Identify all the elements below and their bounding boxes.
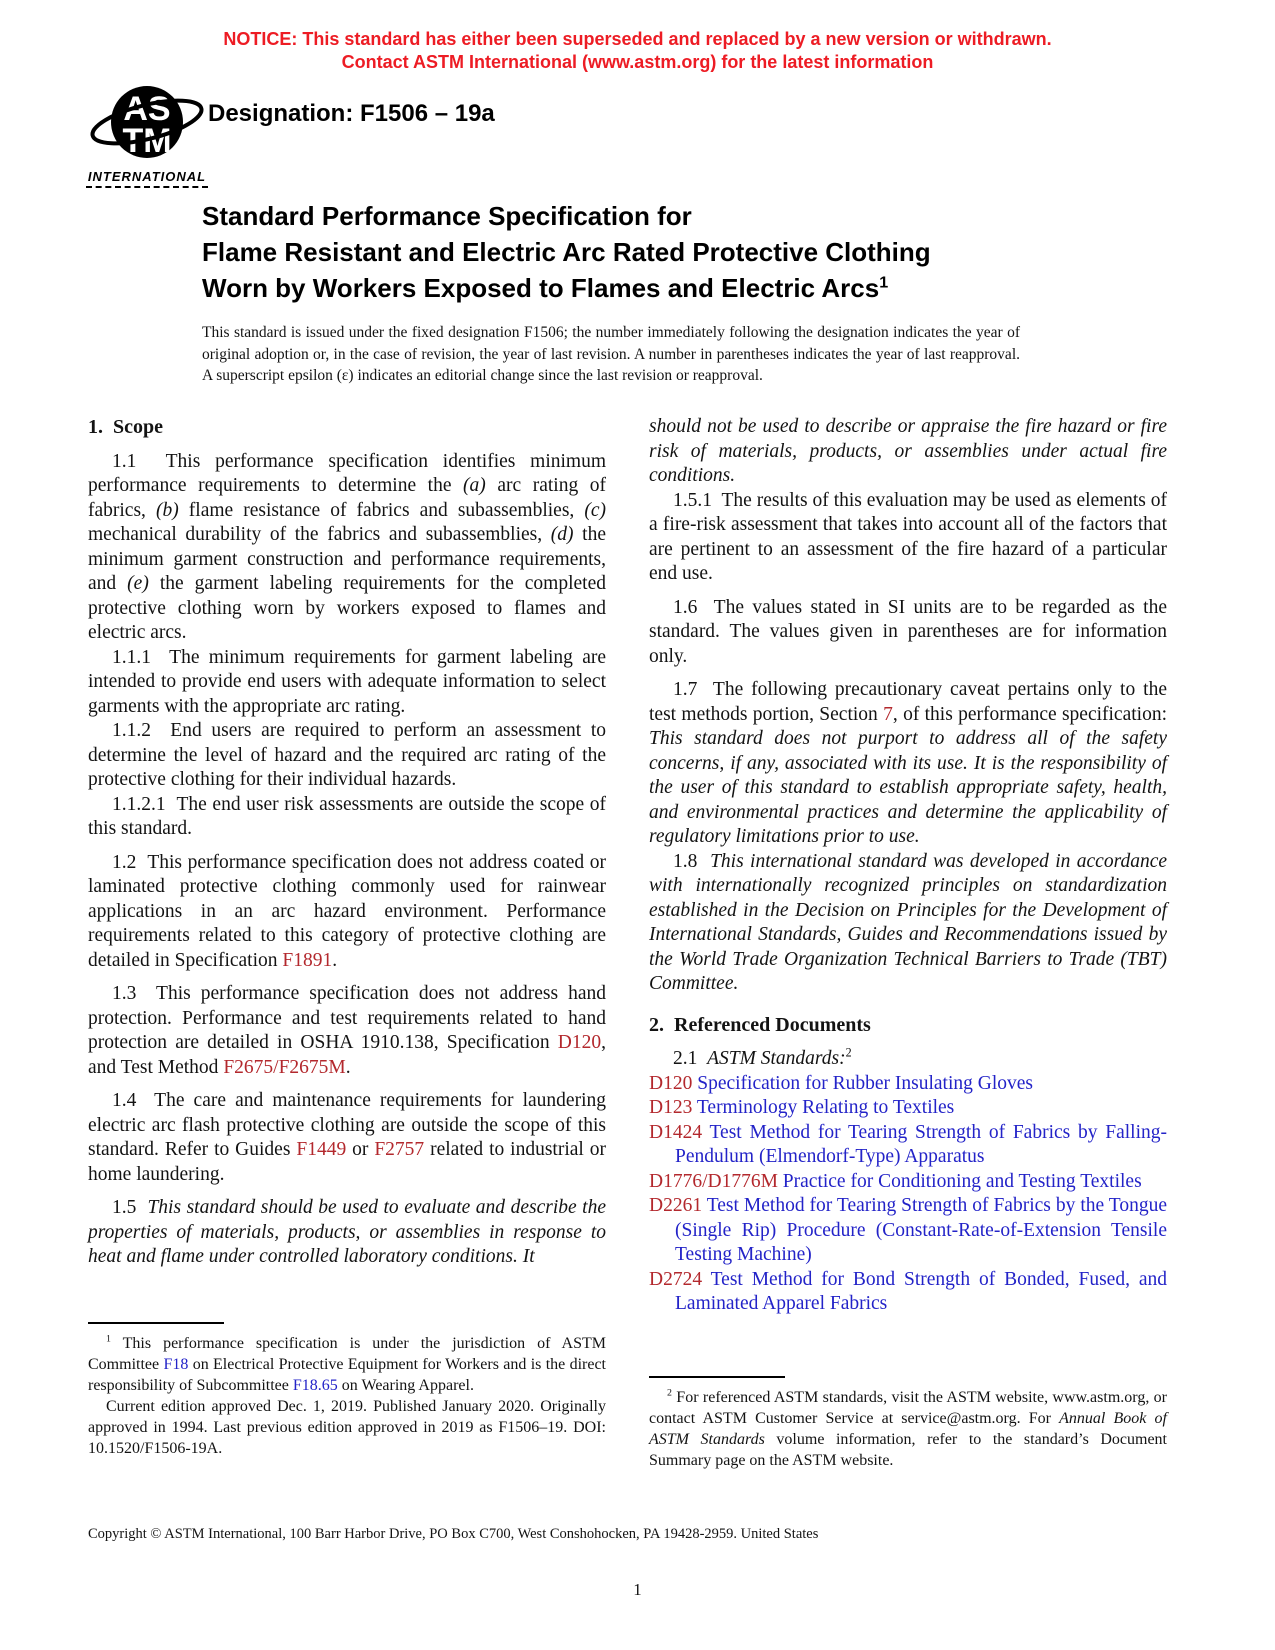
text-segment: 2.1 [673, 1048, 708, 1069]
svg-text:TM: TM [122, 122, 172, 160]
paragraph-1-7 [649, 678, 1167, 850]
footnote-1-text [88, 1333, 606, 1396]
astm-logo [86, 82, 208, 188]
text-segment: 1.3 This performance specification does not address hand protection. Performance and test requirements related to hand protection are detailed in OSHA 1910.138, Specification [88, 983, 606, 1053]
text-segment: 1 [106, 1333, 111, 1345]
text-segment: 1.8 [673, 850, 711, 872]
text-segment: , and Test Method [88, 1032, 606, 1078]
reference-link[interactable]: F1449 [296, 1139, 347, 1160]
text-segment: flame resistance of fabrics and subassemblies, [178, 499, 585, 521]
paragraph-1-1-2-1 [88, 793, 606, 842]
reference-link[interactable]: D1776/D1776M [649, 1170, 783, 1192]
title-line-1: Standard Performance Specification for [202, 201, 692, 231]
text-segment: (e) [127, 573, 149, 594]
text-segment: 2 [845, 1045, 852, 1060]
astm-logo-international-label: INTERNATIONAL [86, 169, 208, 188]
reference-link[interactable]: D2724 [649, 1268, 711, 1290]
text-segment: arc rating of fabrics, [88, 475, 606, 521]
text-segment: . [332, 949, 338, 971]
reference-item [649, 1121, 1167, 1170]
text-segment: (c) [584, 499, 606, 521]
text-segment: should not be used to describe or appraise the fire hazard or fire risk of materials, products, or assemblies under actual fire conditions. [649, 416, 1167, 486]
text-segment: 1.7 The following precautionary caveat pertains only to the test methods portion, Section [649, 679, 1167, 725]
designation: Designation: F1506 – 19a [208, 100, 495, 127]
astm-globe-icon [88, 90, 206, 170]
reference-item [649, 1194, 1167, 1268]
text-segment: or [346, 1139, 375, 1160]
reference-link[interactable]: F2675/F2675M [223, 1056, 346, 1078]
paragraph-1-5-continued [649, 415, 1167, 489]
text-segment: on Electrical Protective Equipment for Workers and is the direct responsibility of Subcommittee [88, 1356, 607, 1394]
reference-link[interactable]: Test Method for Bond Strength of Bonded, Fused, and Laminated Apparel Fabrics [675, 1268, 1167, 1314]
page-number: 1 [633, 1580, 642, 1599]
footnote-2-text [649, 1387, 1167, 1471]
text-segment: This standard does not purport to address all of the safety concerns, if any, associated with its use. It is the responsibility of the user of this standard to establish appropriate safety, health, and environmental practices and determine the applicability of regulatory limitations prior to use. [649, 728, 1167, 847]
text-segment: Current edition approved Dec. 1, 2019. Published January 2020. Originally approved in 1994. Last previous edition approved in 2019 as F1506–19. DOI: 10.1520/F1506-19A. [88, 1398, 606, 1457]
text-segment: on Wearing Apparel. [337, 1377, 474, 1394]
text-segment: 1.5.1 The results of this evaluation may be used as elements of a fire-risk assessment that takes into account all of the factors that are pertinent to an assessment of the fire hazard of a particular end use. [649, 489, 1167, 584]
text-segment: volume information, refer to the standard’s Document Summary page on the ASTM website. [649, 1431, 1168, 1469]
text-segment: the minimum garment construction and performance requirements, and [88, 524, 606, 594]
left-column [88, 415, 606, 1270]
text-segment: (a) [463, 475, 486, 496]
paragraph-1-8 [649, 850, 1167, 997]
reference-link[interactable]: D123 [649, 1097, 697, 1118]
text-segment: ASTM Standards: [707, 1048, 846, 1069]
text-segment: This international standard was developed in accordance with internationally recognized principles on standardization established in the Decision on Principles for the Development of International Standards, Guides and Recommendations issued by the World Trade Organization Technical Barriers to Trade (TBT) Committee. [649, 850, 1168, 994]
reference-link[interactable]: F18.65 [292, 1377, 338, 1394]
paragraph-1-4 [88, 1089, 606, 1187]
text-segment: mechanical durability of the fabrics and subassemblies, [88, 524, 551, 545]
reference-link[interactable]: D2261 [649, 1195, 707, 1216]
reference-link[interactable]: F18 [163, 1356, 189, 1373]
reference-link[interactable]: Test Method for Tearing Strength of Fabrics by the Tongue (Single Rip) Procedure (Constant-Rate-of-Extension Tensile Testing Machine) [675, 1195, 1167, 1265]
reference-item [649, 1268, 1167, 1317]
reference-link[interactable]: D120 [557, 1032, 602, 1053]
paragraph-1-5 [88, 1196, 606, 1270]
reference-item [649, 1072, 1167, 1097]
text-segment: This standard should be used to evaluate and describe the properties of materials, products, or assemblies in response to heat and flame under controlled laboratory conditions. It [88, 1197, 607, 1267]
reference-link[interactable]: Specification for Rubber Insulating Gloves [697, 1072, 1033, 1094]
text-segment: 1.1.1 The minimum requirements for garment labeling are intended to provide end users with adequate information to select garments with the appropriate arc rating. [88, 646, 606, 717]
text-segment: 1.4 The care and maintenance requirements for laundering electric arc flash protective clothing are outside the scope of this standard. Refer to Guides [88, 1090, 606, 1160]
reference-link[interactable]: Test Method for Tearing Strength of Fabrics by Falling-Pendulum (Elmendorf-Type) Apparatus [675, 1121, 1167, 1167]
text-segment: Worn by Workers Exposed to Flames and Electric Arcs [202, 273, 880, 303]
text-segment: . [345, 1056, 351, 1078]
reference-link[interactable]: Terminology Relating to Textiles [696, 1097, 955, 1118]
reference-item [649, 1170, 1167, 1195]
text-segment: 1.2 This performance specification does not address coated or laminated protective clothing commonly used for rainwear applications in an arc hazard environment. Performance requirements related to this category of protective clothing are detailed in Specification [88, 851, 606, 971]
footnote-rule [88, 1322, 224, 1324]
paragraph-1-1-1 [88, 646, 606, 720]
reference-item [649, 1096, 1167, 1121]
copyright-line: Copyright © ASTM International, 100 Barr Harbor Drive, PO Box C700, West Conshohocken, PA 19428-2959. United States [88, 1526, 819, 1542]
text-segment: , of this performance specification: [892, 703, 1167, 725]
notice-line-1: NOTICE: This standard has either been superseded and replaced by a new version or withdrawn. [223, 29, 1052, 49]
text-segment: 1.6 The values stated in SI units are to be regarded as the standard. The values given in parentheses are for information only. [649, 596, 1167, 667]
text-segment: 1 [879, 273, 889, 292]
reference-link[interactable]: F2757 [374, 1139, 425, 1160]
text-segment: 1.5 [112, 1197, 148, 1218]
footnote-1-edition-text [88, 1396, 606, 1459]
paragraph-1-2 [88, 851, 606, 974]
text-segment: (b) [156, 499, 179, 521]
text-segment: (d) [550, 524, 574, 545]
text-segment: 2 [667, 1387, 672, 1399]
text-segment: For referenced ASTM standards, visit the ASTM website, www.astm.org, or contact ASTM Customer Service at service@astm.org. For [649, 1389, 1167, 1427]
title-line-3 [202, 270, 1062, 306]
text-segment: the garment labeling requirements for the completed protective clothing worn by workers exposed to flames and electric arcs. [88, 573, 606, 643]
section-2-heading: 2. Referenced Documents [649, 1013, 871, 1036]
reference-link[interactable]: D120 [649, 1072, 698, 1094]
title-line-2: Flame Resistant and Electric Arc Rated Protective Clothing [202, 237, 931, 267]
superseded-notice [0, 28, 1275, 74]
paragraph-1-6 [649, 596, 1167, 670]
text-segment: 1.1.2.1 The end user risk assessments are outside the scope of this standard. [88, 793, 606, 839]
text-segment: related to industrial or home laundering. [88, 1139, 606, 1185]
footnote-2 [649, 1376, 1167, 1471]
text-segment: 1.1.2 End users are required to perform an assessment to determine the level of hazard and the required arc rating of the protective clothing for their individual hazards. [88, 720, 606, 790]
reference-link[interactable]: F1891 [282, 949, 333, 971]
paragraph-2-1 [649, 1047, 1167, 1072]
issuance-note: This standard is issued under the fixed designation F1506; the number immediately following the designation indicates the year of original adoption or, in the case of revision, the year of last revision. A number in parentheses indicates the year of last reapproval. A superscript epsilon (ε) indicates an editorial change since the last revision or reapproval. [202, 324, 1020, 384]
footnote-rule [649, 1376, 785, 1378]
paragraph-1-3 [88, 982, 606, 1080]
document-title [202, 198, 1062, 306]
footnote-1 [88, 1322, 606, 1459]
paragraph-1-5-1 [649, 489, 1167, 587]
text-segment: 1.1 This performance specification identifies minimum performance requirements to determine the [88, 450, 606, 496]
right-column [649, 415, 1167, 1317]
notice-line-2: Contact ASTM International (www.astm.org) for the latest information [341, 52, 934, 72]
section-1-heading: 1. Scope [88, 416, 163, 438]
reference-link[interactable]: D1424 [649, 1121, 710, 1143]
text-segment: This performance specification is under the jurisdiction of ASTM Committee [88, 1335, 606, 1373]
reference-link[interactable]: Practice for Conditioning and Testing Textiles [782, 1170, 1142, 1192]
paragraph-1-1 [88, 450, 606, 646]
reference-link[interactable]: 7 [883, 703, 893, 725]
paragraph-1-1-2 [88, 719, 606, 793]
svg-text:AS: AS [123, 90, 171, 128]
text-segment: Annual Book of ASTM Standards [649, 1410, 1167, 1448]
